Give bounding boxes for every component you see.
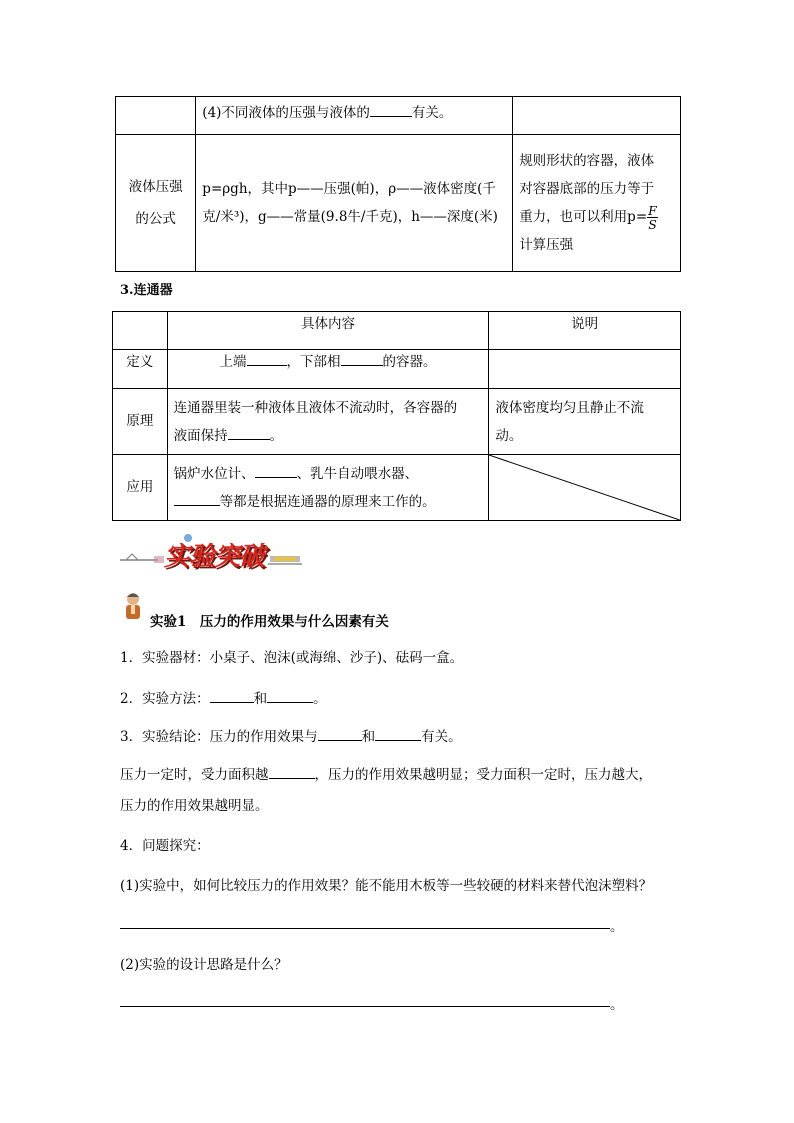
pressure-fraction: $\frac{F}{S}$ [648, 203, 657, 232]
formula-note-cell: 规则形状的容器，液体 对容器底部的压力等于 重力，也可以利用p= $\frac{F}{S}$ 计算压强 [513, 135, 681, 272]
principle-label: 原理 [113, 389, 168, 455]
header-note: 说明 [489, 312, 681, 350]
empty-cell [113, 312, 168, 350]
conclusion-paragraph-line2: 压力的作用效果越明显。 [120, 798, 269, 814]
avatar-icon [122, 591, 144, 621]
answer-blank[interactable] [267, 688, 313, 703]
liquid-pressure-table [115, 96, 681, 272]
answer-line-2[interactable] [120, 1006, 610, 1007]
principle-note-cell: 液体密度均匀且静止不流 动。 [489, 389, 681, 455]
experiment-title: 实验1 压力的作用效果与什么因素有关 [150, 614, 389, 630]
diagonal-empty-cell [489, 455, 681, 521]
answer-blank[interactable] [210, 688, 254, 703]
application-label: 应用 [113, 455, 168, 521]
section-title: 3.连通器 [120, 283, 173, 298]
application-cell: 锅炉水位计、 、乳牛自动喂水器、 等都是根据连通器的原理来工作的。 [167, 455, 489, 521]
empty-cell [116, 97, 196, 135]
principle-cell: 连通器里装一种液体且液体不流动时，各容器的 液面保持 。 [167, 389, 489, 455]
answer-blank[interactable] [375, 726, 421, 741]
item-4: 4．问题探究： [120, 838, 210, 854]
definition-label: 定义 [113, 350, 168, 389]
item-2: 2．实验方法： 和 。 [120, 688, 327, 709]
formula-label-cell: 液体压强 的公式 [116, 135, 196, 272]
experiment-banner [118, 530, 308, 578]
header-content: 具体内容 [167, 312, 489, 350]
answer-blank[interactable] [255, 463, 297, 478]
answer-blank[interactable] [341, 351, 383, 366]
item-1: 1．实验器材：小桌子、泡沫(或海绵、沙子)、砝码一盒。 [120, 650, 464, 666]
answer-blank[interactable] [228, 425, 270, 440]
item-3: 3．实验结论：压力的作用效果与 和 有关。 [120, 726, 462, 747]
factor-cell: (4)不同液体的压强与液体的 有关。 [196, 97, 513, 135]
conclusion-paragraph-line1: 压力一定时，受力面积越 ，压力的作用效果越明显；受力面积一定时，压力越大， [120, 764, 652, 785]
answer-line-2-end: 。 [610, 997, 624, 1013]
formula-cell: p=ρgh，其中p——压强(帕)，ρ——液体密度(千 克/米³)，g——常量(9.8牛/千克)，h——深度(米) [196, 135, 513, 272]
answer-blank[interactable] [247, 351, 287, 366]
answer-blank[interactable] [174, 491, 220, 506]
question-1: (1)实验中，如何比较压力的作用效果？能不能用木板等一些较硬的材料来替代泡沫塑料？ [120, 878, 653, 894]
answer-blank[interactable] [269, 764, 315, 779]
answer-blank[interactable] [318, 726, 362, 741]
connector-table [112, 311, 681, 521]
banner-text: 实验突破 [164, 542, 265, 572]
answer-blank[interactable] [370, 102, 412, 117]
empty-cell [513, 97, 681, 135]
definition-cell: 上端 ，下部相 的容器。 [167, 350, 489, 389]
diagonal-line [489, 455, 680, 520]
empty-cell [489, 350, 681, 389]
question-2: (2)实验的设计思路是什么？ [120, 957, 288, 973]
answer-line-1-end: 。 [610, 919, 624, 935]
answer-line-1[interactable] [120, 928, 610, 929]
